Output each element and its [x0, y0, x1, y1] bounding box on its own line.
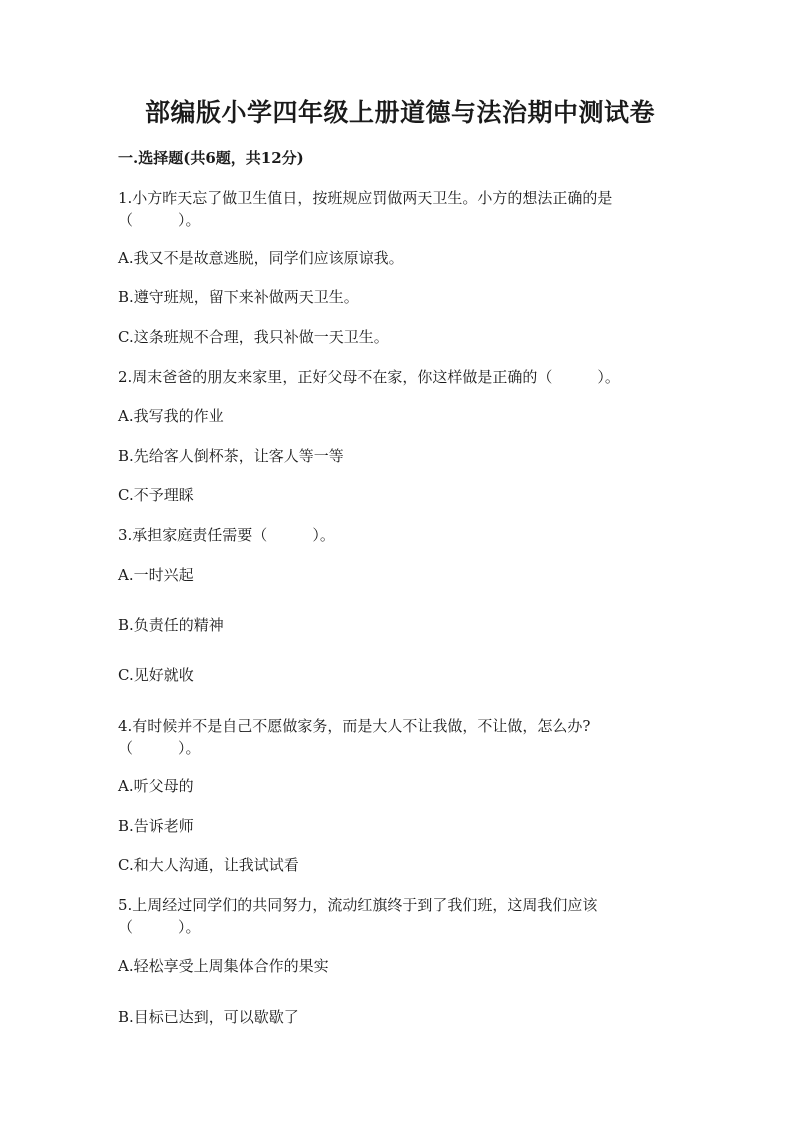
- question-1-stem: 1.小方昨天忘了做卫生值日，按班规应罚做两天卫生。小方的想法正确的是: [118, 189, 613, 207]
- question-2-stem: 2.周末爸爸的朋友来家里，正好父母不在家，你这样做是正确的（ ）。: [118, 368, 620, 386]
- question-2-option-b: B.先给客人倒杯茶，让客人等一等: [118, 447, 344, 465]
- page-title: 部编版小学四年级上册道德与法治期中测试卷: [144, 98, 655, 127]
- question-3-stem: 3.承担家庭责任需要（ ）。: [118, 526, 335, 544]
- question-2-option-a: A.我写我的作业: [118, 407, 224, 425]
- question-5-option-b: B.目标已达到，可以歇歇了: [118, 1008, 299, 1026]
- question-3-option-c: C.见好就收: [118, 666, 194, 684]
- question-1-option-a: A.我又不是故意逃脱，同学们应该原谅我。: [118, 249, 404, 267]
- section-heading: 一.选择题(共6题，共12分): [118, 149, 304, 167]
- question-2-option-c: C.不予理睬: [118, 486, 194, 504]
- question-3-option-b: B.负责任的精神: [118, 616, 224, 634]
- question-3-option-a: A.一时兴起: [118, 566, 194, 584]
- question-4-option-b: B.告诉老师: [118, 817, 194, 835]
- question-4-stem: 4.有时候并不是自己不愿做家务，而是大人不让我做，不让做，怎么办?: [118, 717, 591, 735]
- question-4-stem-continued: （ ）。: [118, 739, 201, 757]
- question-1-option-c: C.这条班规不合理，我只补做一天卫生。: [118, 328, 389, 346]
- question-4-option-c: C.和大人沟通，让我试试看: [118, 856, 299, 874]
- question-1-stem-continued: （ ）。: [118, 211, 201, 229]
- question-4-option-a: A.听父母的: [118, 777, 194, 795]
- question-5-option-a: A.轻松享受上周集体合作的果实: [118, 957, 329, 975]
- question-5-stem: 5.上周经过同学们的共同努力，流动红旗终于到了我们班，这周我们应该: [118, 896, 598, 914]
- question-1-option-b: B.遵守班规，留下来补做两天卫生。: [118, 288, 359, 306]
- question-5-stem-continued: （ ）。: [118, 918, 201, 936]
